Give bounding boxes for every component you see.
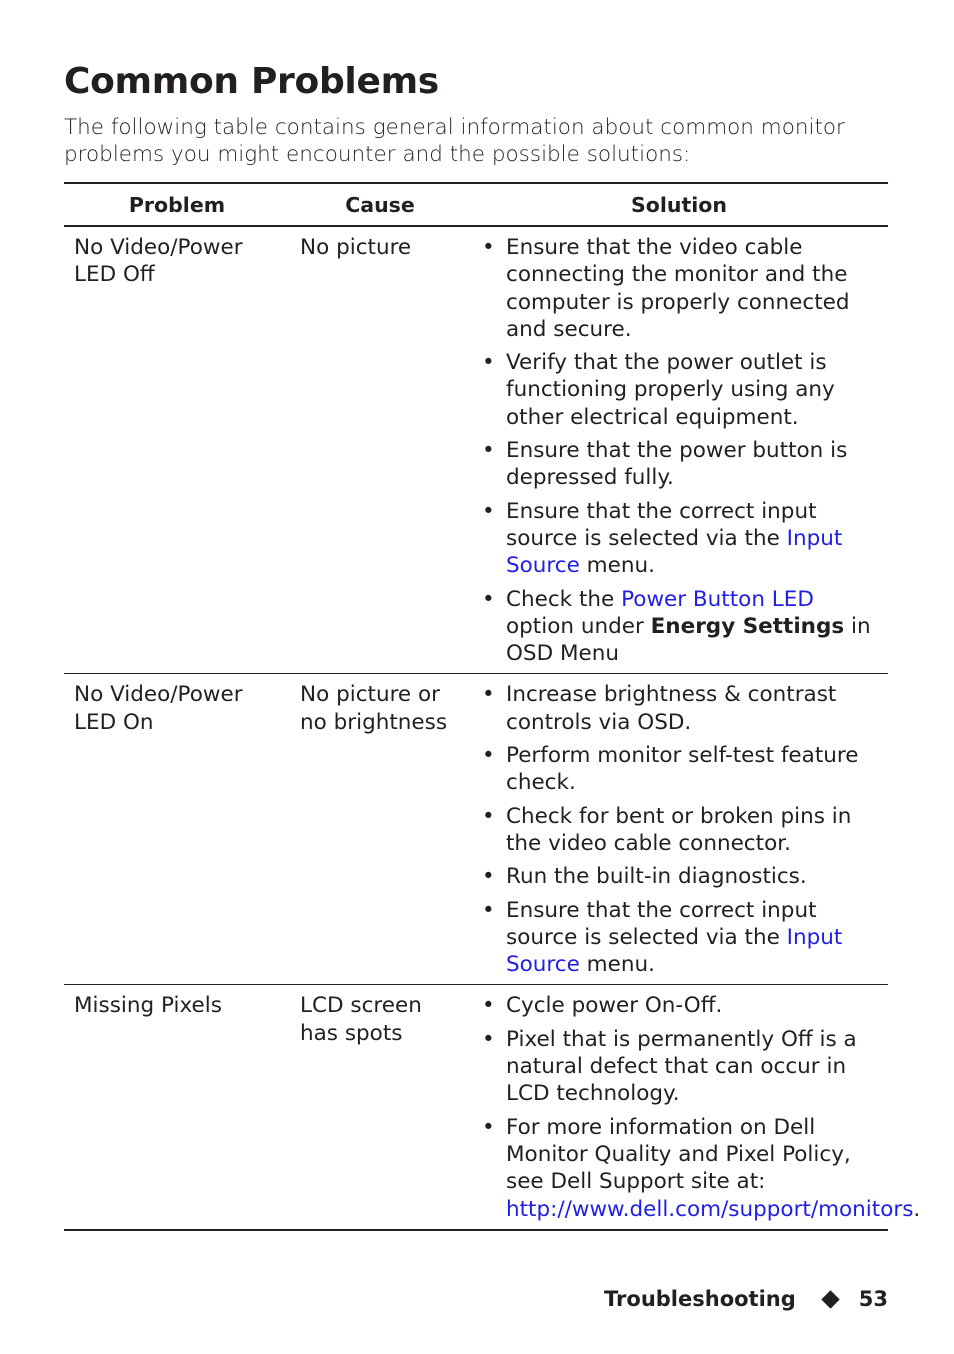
table-row bbox=[64, 673, 888, 984]
table-row bbox=[64, 227, 888, 673]
solution-item: • Ensure that the power button is depressed fully. bbox=[470, 437, 888, 492]
solution-item bbox=[470, 498, 888, 580]
cause-cell: No picture or no brightness bbox=[300, 682, 448, 735]
solution-item bbox=[470, 586, 888, 668]
cause-cell: No picture bbox=[300, 235, 412, 260]
page-footer bbox=[604, 1287, 888, 1311]
power-button-led-link[interactable]: Power Button LED bbox=[621, 586, 814, 612]
intro-line-2: problems you might encounter and the possible solutions: bbox=[64, 142, 691, 167]
solution-cell bbox=[470, 227, 888, 673]
problem-cell: No Video/Power LED On bbox=[74, 682, 243, 735]
intro-paragraph bbox=[64, 114, 864, 168]
page-title: Common Problems bbox=[64, 61, 439, 102]
solution-text: menu. bbox=[579, 952, 655, 978]
table-header bbox=[64, 184, 888, 227]
solution-item: • Verify that the power outlet is functioning properly using any other electrical equipment. bbox=[470, 349, 888, 431]
intro-line-1: The following table contains general information about common monitor bbox=[64, 115, 845, 140]
solution-item bbox=[470, 1114, 921, 1223]
page-number: 53 bbox=[858, 1287, 888, 1311]
solution-item: • Check for bent or broken pins in the video cable connector. bbox=[470, 803, 888, 858]
solution-text: For more information on Dell Monitor Quality and Pixel Policy, see Dell Support site at: bbox=[506, 1114, 851, 1195]
solution-item: • Increase brightness & contrast controls via OSD. bbox=[470, 681, 888, 736]
solution-item: • Pixel that is permanently Off is a natural defect that can occur in LCD technology. bbox=[470, 1026, 888, 1108]
table-row bbox=[64, 984, 921, 1228]
header-solution: Solution bbox=[631, 192, 727, 217]
solution-item: • Run the built-in diagnostics. bbox=[470, 863, 888, 890]
solution-text: in OSD Menu bbox=[506, 613, 871, 667]
solution-text: . bbox=[913, 1196, 921, 1222]
common-problems-table bbox=[64, 182, 921, 1231]
problem-cell: Missing Pixels bbox=[74, 993, 222, 1019]
solution-list bbox=[470, 234, 888, 667]
problem-cell: No Video/Power LED Off bbox=[74, 235, 243, 288]
solution-text: Ensure that the correct input source is selected via the bbox=[506, 498, 817, 551]
solution-text: menu. bbox=[579, 553, 655, 579]
dell-support-link[interactable]: http://www.dell.com/support/monitors bbox=[506, 1196, 914, 1222]
solution-list bbox=[470, 992, 921, 1222]
header-problem: Problem bbox=[128, 192, 226, 217]
header-cause: Cause bbox=[345, 192, 415, 217]
solution-text: Check the bbox=[506, 586, 622, 612]
solution-text: option under bbox=[506, 613, 651, 639]
solution-item bbox=[470, 897, 888, 979]
solution-cell bbox=[470, 674, 888, 984]
cause-cell: LCD screen has spots bbox=[300, 993, 422, 1046]
solution-item: • Cycle power On-Off. bbox=[470, 992, 888, 1019]
input-source-link[interactable]: Input Source bbox=[506, 924, 843, 978]
solution-list bbox=[470, 681, 888, 978]
energy-settings-label: Energy Settings bbox=[650, 613, 845, 639]
input-source-link[interactable]: Input Source bbox=[506, 525, 843, 579]
solution-item: • Perform monitor self-test feature check. bbox=[470, 742, 888, 797]
solution-text: Ensure that the correct input source is selected via the bbox=[506, 897, 817, 950]
solution-cell bbox=[470, 985, 921, 1228]
footer-section-label: Troubleshooting bbox=[604, 1287, 796, 1311]
diamond-icon bbox=[821, 1290, 839, 1308]
solution-item: • Ensure that the video cable connecting the monitor and the computer is properly connected and secure. bbox=[470, 234, 888, 343]
